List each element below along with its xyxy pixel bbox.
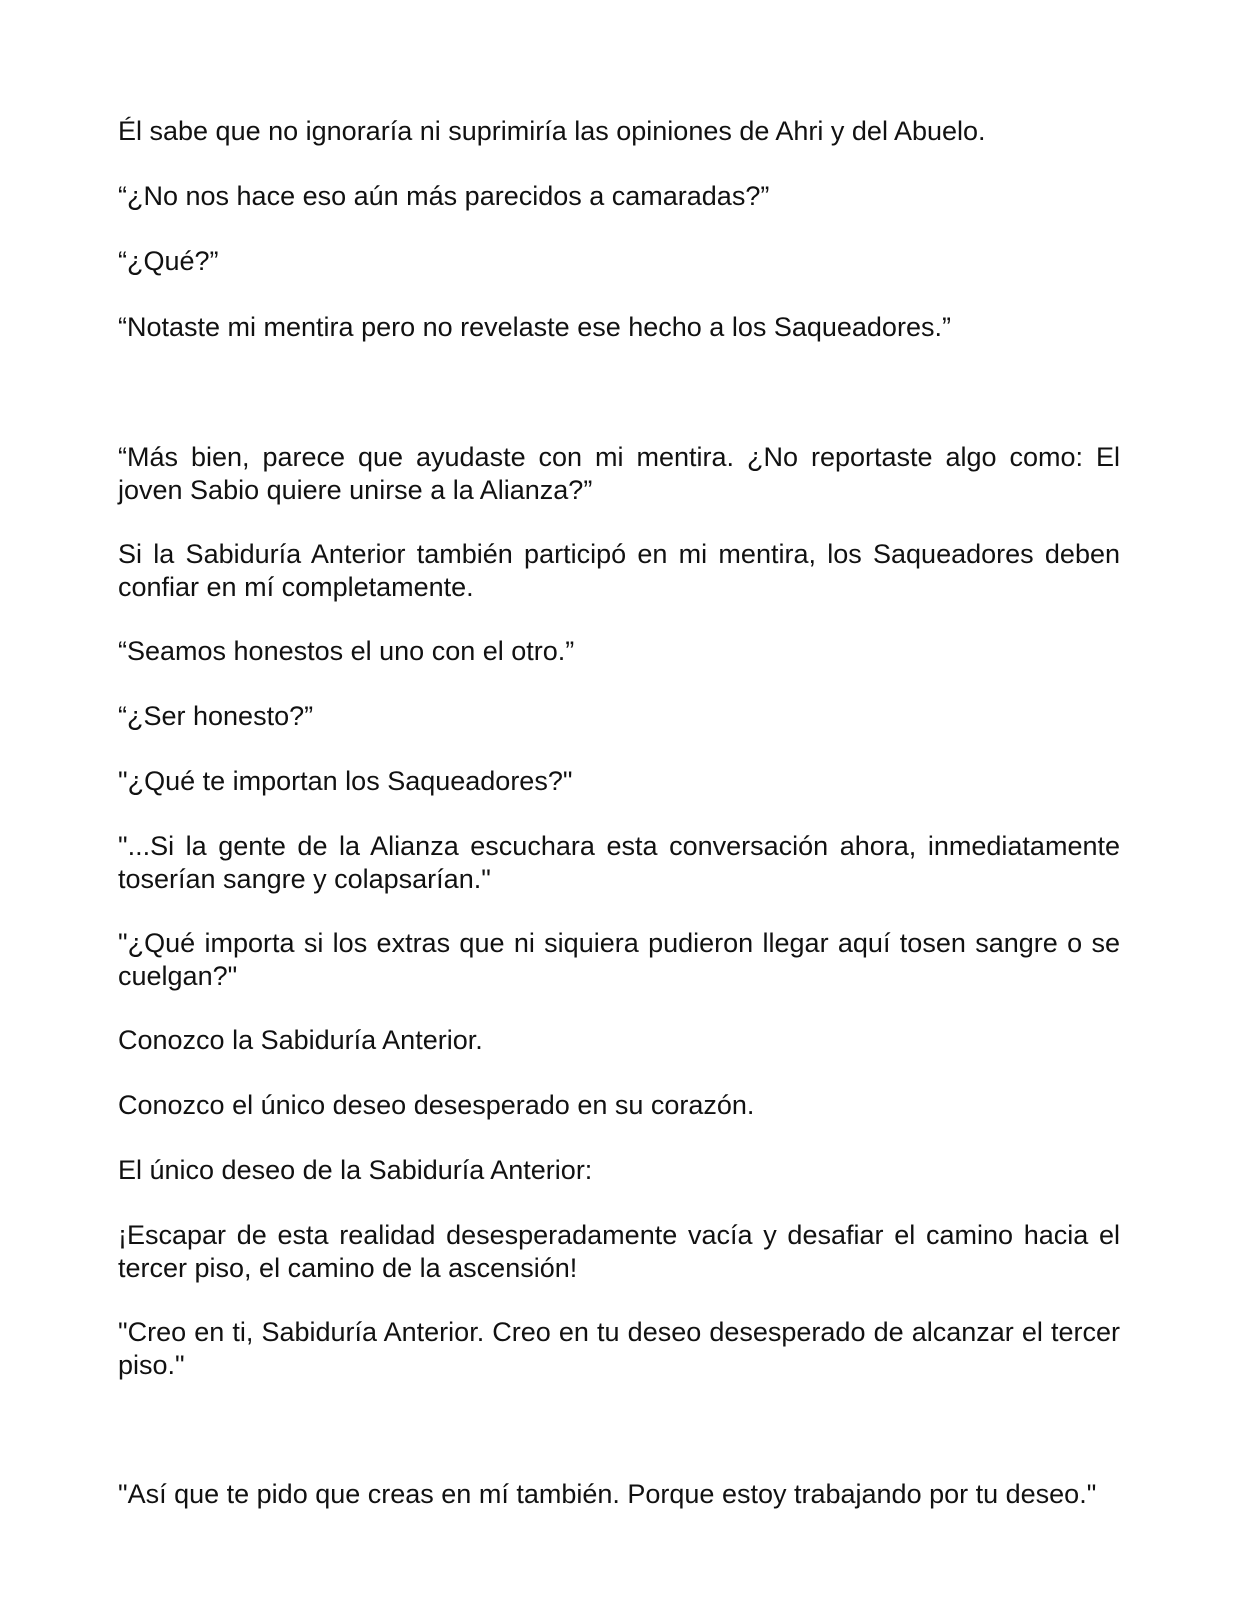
paragraph-17: "Así que te pido que creas en mí también. Porque estoy trabajando por tu deseo.": [118, 1479, 1097, 1509]
paragraph-3: “¿Qué?”: [118, 246, 219, 276]
paragraph-9: "¿Qué te importan los Saqueadores?": [118, 766, 573, 796]
paragraph-7: “Seamos honestos el uno con el otro.”: [118, 636, 575, 666]
paragraph-4: “Notaste mi mentira pero no revelaste ese hecho a los Saqueadores.”: [118, 312, 951, 342]
paragraph-16: "Creo en ti, Sabiduría Anterior. Creo en tu deseo desesperado de alcanzar el tercer piso.": [118, 1317, 1120, 1380]
paragraph-8: “¿Ser honesto?”: [118, 701, 314, 731]
paragraph-5: “Más bien, parece que ayudaste con mi mentira. ¿No reportaste algo como: El joven Sabio quiere unirse a la Alianza?”: [118, 442, 1120, 505]
paragraph-1: Él sabe que no ignoraría ni suprimiría las opiniones de Ahri y del Abuelo.: [118, 116, 986, 146]
paragraph-13: Conozco el único deseo desesperado en su corazón.: [118, 1090, 755, 1120]
paragraph-11: "¿Qué importa si los extras que ni siquiera pudieron llegar aquí tosen sangre o se cuelgan?": [118, 928, 1120, 991]
paragraph-10: "...Si la gente de la Alianza escuchara esta conversación ahora, inmediatamente toserían sangre y colapsarían.": [118, 831, 1120, 894]
paragraph-2: “¿No nos hace eso aún más parecidos a camaradas?”: [118, 181, 770, 211]
paragraph-14: El único deseo de la Sabiduría Anterior:: [118, 1155, 593, 1185]
paragraph-6: Si la Sabiduría Anterior también participó en mi mentira, los Saqueadores deben confiar en mí completamente.: [118, 539, 1120, 602]
paragraph-12: Conozco la Sabiduría Anterior.: [118, 1025, 483, 1055]
paragraph-15: ¡Escapar de esta realidad desesperadamente vacía y desafiar el camino hacia el tercer piso, el camino de la ascensión!: [118, 1220, 1120, 1283]
